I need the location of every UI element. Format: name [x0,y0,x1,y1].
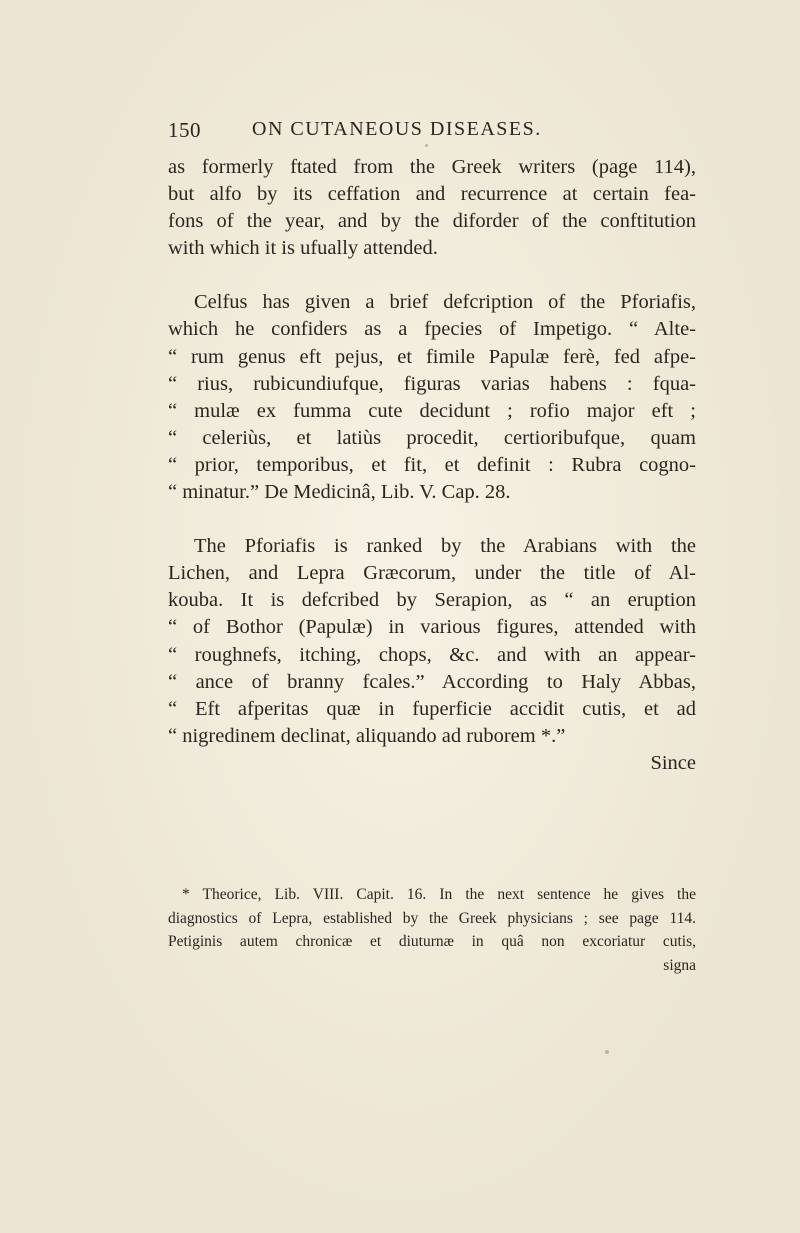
text-line: as formerly ftated from the Greek writers (page 114), [168,156,696,178]
running-head: ON CUTANEOUS DISEASES. [252,118,542,140]
text-line: “ celeriùs, et latiùs procedit, certioribufque, quam [168,426,696,449]
text-line: “ ance of branny fcales.” According to Haly Abbas, [168,670,696,693]
footnote-catchword: signa [663,956,696,974]
text-line: Celfus has given a brief defcription of the Pforiafis, [194,291,696,314]
text-line: with which it is ufually attended. [168,237,438,260]
text-line: “ nigredinem declinat, aliquando ad ruborem *.” [168,724,566,747]
text-line: “ of Bothor (Papulæ) in various figures, attended with [168,616,696,639]
text-line: Lichen, and Lepra Græcorum, under the title of Al- [168,562,696,585]
text-line: “ roughnefs, itching, chops, &c. and with an appear- [168,643,696,666]
paragraph-1 [168,154,696,262]
text-line: The Pforiafis is ranked by the Arabians with the [194,535,696,558]
text-line: but alfo by its ceffation and recurrence at certain fea- [168,183,696,206]
text-line: fons of the year, and by the diforder of the conftitution [168,210,696,233]
text-line: “ mulæ ex fumma cute decidunt ; rofio major eft ; [168,399,696,422]
paragraph-2 [168,289,696,506]
footnote [168,883,696,977]
paper-speck [425,144,428,147]
text-line: “ rius, rubicundiufque, figuras varias habens : fqua- [168,372,696,395]
text-line: “ prior, temporibus, et fit, et definit : Rubra cogno- [168,453,696,476]
footnote-line: diagnostics of Lepra, established by the Greek physicians ; see page 114. [168,909,696,927]
page-header [168,118,696,152]
footnote-line: Petiginis autem chronicæ et diuturnæ in quâ non excoriatur cutis, [168,933,696,950]
text-line: “ rum genus eft pejus, et fimile Papulæ ferè, fed afpe- [168,345,696,368]
text-line: “ minatur.” De Medicinâ, Lib. V. Cap. 28. [168,481,511,504]
footnote-line: * Theorice, Lib. VIII. Capit. 16. In the next sentence he gives the [182,886,696,903]
paper-speck [605,1050,609,1054]
page-number: 150 [168,118,201,142]
catchword: Since [650,751,696,774]
paragraph-3 [168,533,696,777]
text-line: kouba. It is defcribed by Serapion, as “ an eruption [168,589,696,612]
text-line: which he confiders as a fpecies of Impetigo. “ Alte- [168,318,696,341]
text-line: “ Eft afperitas quæ in fuperficie accidit cutis, et ad [168,697,696,720]
body-text [168,154,696,777]
